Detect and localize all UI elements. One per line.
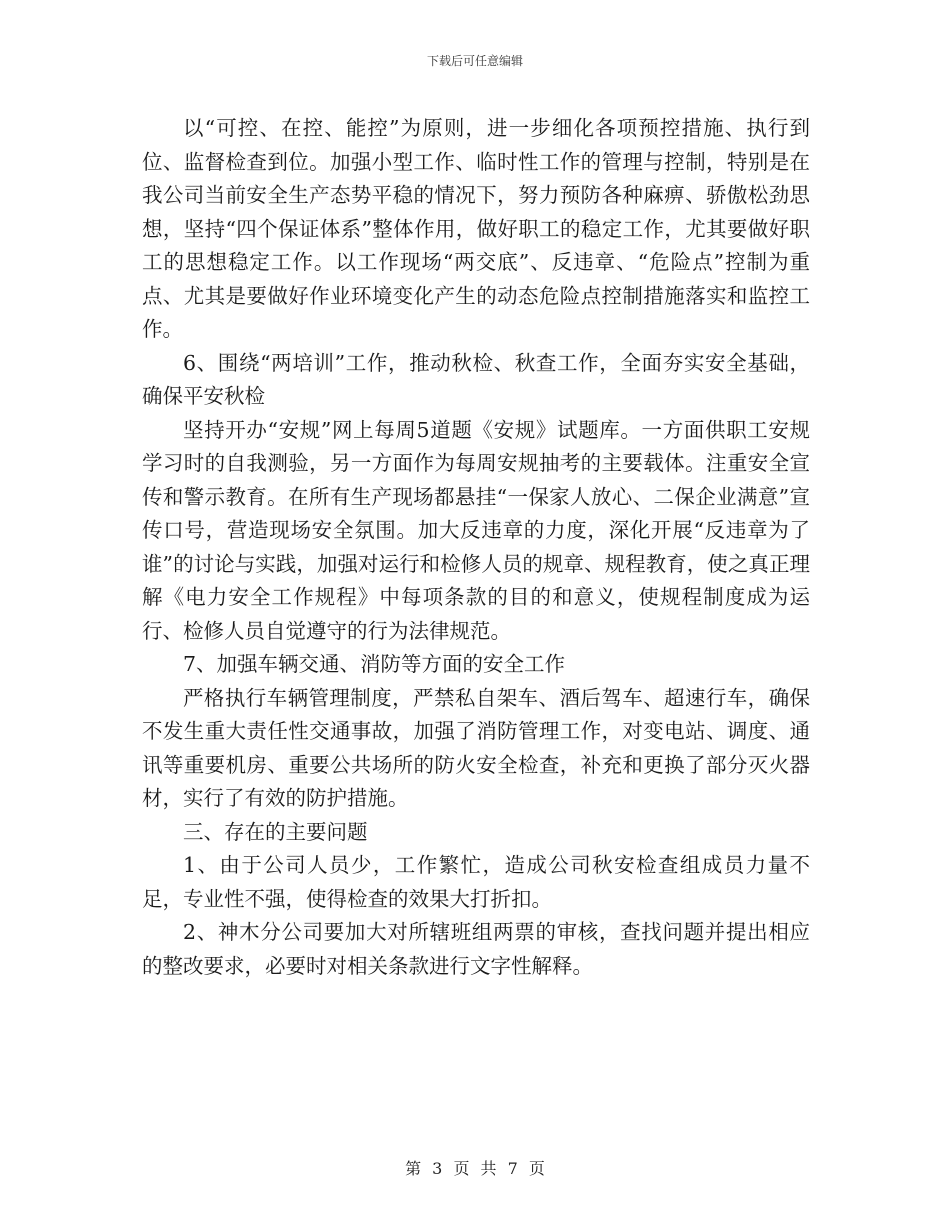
heading-section-3: 三、存在的主要问题 (183, 819, 368, 844)
heading-item-7: 7、加强车辆交通、消防等方面的安全工作 (183, 652, 566, 676)
page-header: 下载后可任意编辑 (426, 54, 523, 68)
document-body (142, 112, 810, 983)
paragraph-control-principle: 以“可控、在控、能控”为原则，进一步细化各项预控措施、执行到位、监督检查到位。加强小型工作、临时性工作的管理与控制，特别是在我公司当前安全生产态势平稳的情况下，努力预防各种麻痹、骄傲松劲思想，坚持“四个保证体系”整体作用，做好职工的稳定工作，尤其要做好职工的思想稳定工作。以工作现场“两交底”、反违章、“危险点”控制为重点、尤其是要做好作业环境变化产生的动态危险点控制措施落实和监控工作。 (142, 116, 810, 341)
page-number-footer: 第 3 页 共 7 页 (405, 1159, 545, 1178)
paragraph-problem-1: 1、由于公司人员少，工作繁忙，造成公司秋安检查组成员力量不足，专业性不强，使得检查的效果大打折扣。 (142, 853, 810, 911)
paragraph-vehicle-fire-safety: 严格执行车辆管理制度，严禁私自架车、酒后驾车、超速行车，确保不发生重大责任性交通事故，加强了消防管理工作，对变电站、调度、通讯等重要机房、重要公共场所的防火安全检查，补充和更换了部分灭火器材，实行了有效的防护措施。 (142, 685, 810, 810)
paragraph-problem-2: 2、神木分公司要加大对所辖班组两票的审核，查找问题并提出相应的整改要求，必要时对相关条款进行文字性解释。 (142, 920, 810, 978)
paragraph-safety-rules-training: 坚持开办“安规”网上每周5道题《安规》试题库。一方面供职工安规学习时的自我测验，另一方面作为每周安规抽考的主要载体。注重安全宣传和警示教育。在所有生产现场都悬挂“一保家人放心、二保企业满意”宣传口号，营造现场安全氛围。加大反违章的力度，深化开展“反违章为了谁”的讨论与实践，加强对运行和检修人员的规章、规程教育，使之真正理解《电力安全工作规程》中每项条款的目的和意义，使规程制度成为运行、检修人员自觉遵守的行为法律规范。 (142, 417, 810, 643)
heading-item-6: 6、围绕“两培训”工作，推动秋检、秋查工作，全面夯实安全基础，确保平安秋检 (142, 350, 810, 408)
